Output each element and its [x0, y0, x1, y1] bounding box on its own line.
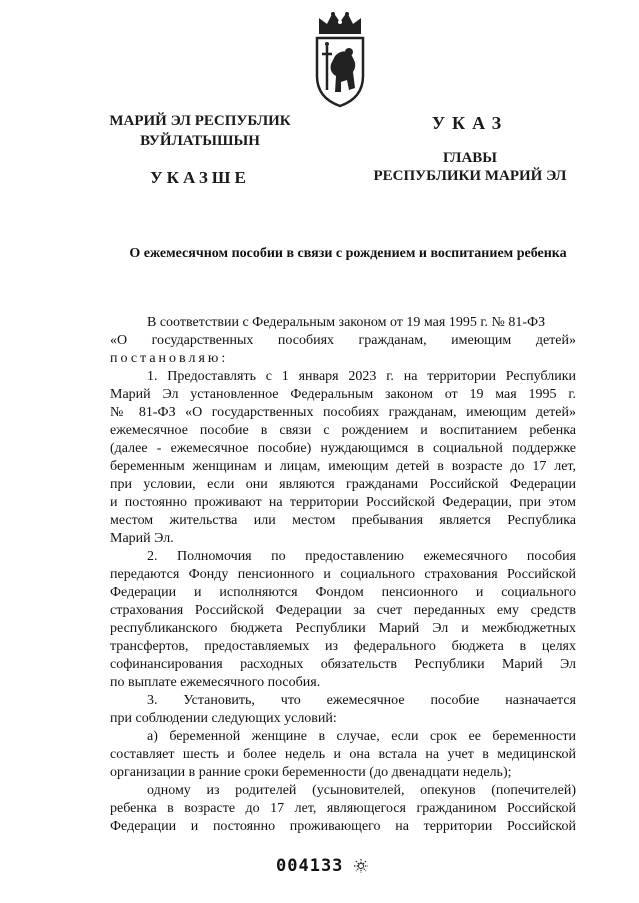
body-line: а) беременной женщине в случае, если срок ее беременности — [147, 729, 576, 744]
body-line: Федерации и постоянно проживающего на территории Российской — [110, 819, 576, 834]
body-line: республиканского бюджета Республики Марий Эл и межбюджетных — [110, 621, 576, 636]
header-left-line2: ВУЙЛАТЫШЫН — [140, 133, 260, 149]
coat-of-arms-icon — [305, 10, 375, 108]
header-right-title: УКАЗ — [431, 113, 509, 133]
body-line: 2. Полномочия по предоставлению ежемесячного пособия — [147, 549, 576, 564]
body-line: В соответствии с Федеральным законом от 19 мая 1995 г. № 81-ФЗ — [147, 315, 546, 330]
body-line: трансфертов, предоставляемых из федерального бюджета в целях — [110, 639, 576, 654]
body-line: (далее - ежемесячное пособие) нуждающимся в социальной поддержке — [110, 441, 576, 456]
body-line: одному из родителей (усыновителей, опекунов (попечителей) — [147, 783, 576, 798]
body-line: 3. Установить, что ежемесячное пособие назначается — [147, 693, 576, 708]
body-line: местом жительства или местом пребывания является Республика — [110, 513, 576, 528]
header-right-line3: РЕСПУБЛИКИ МАРИЙ ЭЛ — [373, 168, 567, 184]
body-line: беременным женщинам и лицам, имеющим детей в возрасте до 17 лет, — [110, 459, 576, 474]
body-line: составляет шесть и более недель и она встала на учет в медицинской — [110, 747, 576, 762]
body-line: софинансирования расходных обязательств Республики Марий Эл — [110, 657, 576, 672]
body-line: при соблюдении следующих условий: — [110, 711, 337, 726]
body-line: 1. Предоставлять с 1 января 2023 г. на территории Республики — [147, 369, 576, 384]
body-line: при условии, если они являются гражданами Российской Федерации — [110, 477, 576, 492]
body-line: и постоянно проживают на территории Российской Федерации, при этом — [110, 495, 576, 510]
body-line: по выплате ежемесячного пособия. — [110, 675, 321, 690]
body-line: ребенка в возрасте до 17 лет, являющегося гражданином Российской — [110, 801, 576, 816]
serial-number: 004133 — [276, 856, 344, 876]
body-line: Марий Эл установленное Федеральным законом от 19 мая 1995 г. — [110, 387, 576, 402]
body-line: Марий Эл. — [110, 531, 174, 546]
body-line: постановляю: — [110, 351, 229, 366]
body-line: ежемесячное пособие в связи с рождением и воспитанием ребенка — [110, 423, 576, 438]
header-left-title: УКАЗШЕ — [150, 168, 250, 187]
body-line: организации в ранние сроки беременности (до двенадцати недель); — [110, 765, 512, 780]
header-right-line2: ГЛАВЫ — [442, 150, 498, 166]
body-line: «О государственных пособиях гражданам, имеющим детей» — [110, 333, 576, 348]
body-line: передаются Фонду пенсионного и социального страхования Российской — [110, 567, 576, 582]
body-line: № 81-ФЗ «О государственных пособиях гражданам, имеющим детей» — [110, 405, 576, 420]
body-line: страхования Российской Федерации за счет переданных ему средств — [110, 603, 576, 618]
body-line: Федерации и исполняются Фондом пенсионного и социального — [110, 585, 576, 600]
decree-title: О ежемесячном пособии в связи с рождением и воспитанием ребенка — [129, 246, 567, 261]
header-left-line1: МАРИЙ ЭЛ РЕСПУБЛИК — [109, 113, 291, 129]
security-star-mark-icon — [353, 858, 369, 874]
